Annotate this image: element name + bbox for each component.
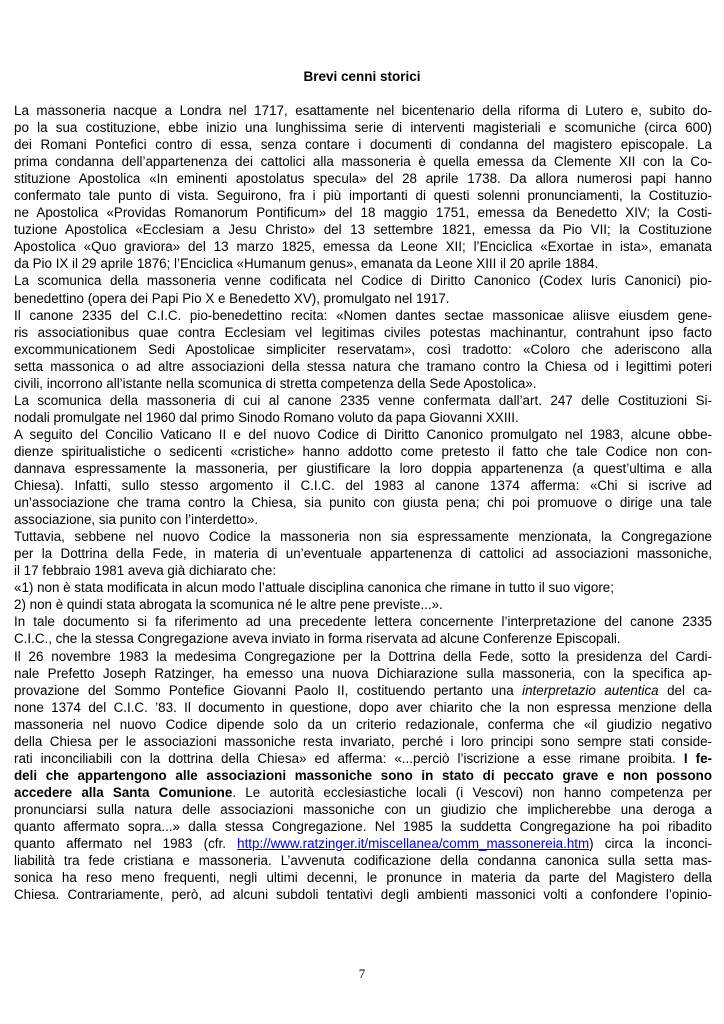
text-line [14, 596, 712, 613]
text-run: La scomunica della massoneria di cui al canone 2335 venne confermata dall’art. 247 delle Costituzioni Si- [14, 392, 712, 408]
text-run: setta massonica o ad altre associazioni della stessa natura che tramano contro la Chiesa od i legittimi poteri [14, 358, 712, 374]
text-run: La scomunica della massoneria venne codificata nel Codice di Diritto Canonico (Codex Iuris Canonici) pio- [14, 273, 712, 289]
text-run: La massoneria nacque a Londra nel 1717, esattamente nel bicentenario della riforma di Lutero e, subito do- [14, 103, 712, 118]
text-line [14, 716, 712, 733]
text-line [14, 272, 712, 289]
text-line [14, 648, 712, 665]
text-run: excommunicationem Sedi Apostolicae simpliciter reservatam», così tradotto: «Coloro che aderiscono alla [14, 341, 712, 357]
text-run: civili, incorrono all’istante nella scomunica di stretta competenza della Sede Apostolica». [14, 375, 537, 391]
text-run: 2) non è quindi stata abrogata la scomunica né le altre pene previste...». [14, 597, 443, 613]
text-run: associazione, sia punito con l’interdetto». [14, 512, 259, 528]
text-line [14, 392, 712, 409]
text-run: ) circa la inconci- [589, 836, 712, 852]
bold-text: I fe- [683, 750, 712, 766]
text-run: liabilità tra fede cristiana e massoneria. L’avvenuta codificazione della condanna canonica sulla setta mas- [14, 853, 712, 869]
text-line [14, 341, 712, 358]
bold-text: deli che appartengono alle associazioni massoniche sono in stato di peccato grave e non possono [14, 767, 712, 783]
text-run: In tale documento si fa riferimento ad una precedente lettera concernente l’interpretazione del canone 2335 [14, 614, 712, 630]
text-run: none 1374 del C.I.C. ’83. Il documento in questione, dopo aver chiarito che la non espressa menzione della [14, 699, 712, 715]
text-line [14, 187, 712, 204]
text-line [14, 767, 712, 784]
text-line [14, 784, 712, 801]
text-line [14, 221, 712, 238]
text-run: provazione del Sommo Pontefice Giovanni Paolo II, costituendo pertanto una [14, 682, 523, 698]
text-line [14, 630, 712, 647]
text-line [14, 290, 712, 307]
text-run: prima condanna dell’appartenenza dei cattolici alla massoneria è quella emessa da Clemente XII con la Co- [14, 154, 712, 170]
text-line [14, 204, 712, 221]
text-run: della Chiesa per le associazioni massoniche resta invariato, perché i loro principi sono sempre stati conside- [14, 733, 712, 749]
text-line [14, 801, 712, 818]
text-line [14, 545, 712, 562]
text-line [14, 102, 712, 119]
text-run: rati inconciliabili con la dottrina della Chiesa» ed afferma: «...perciò l’iscrizione a esse rimane proibita. [14, 750, 684, 766]
text-line [14, 852, 712, 869]
text-run: massoneria nel nuovo Codice dipende solo da un criterio redazionale, conferma che «il giudizio negativo [14, 716, 712, 732]
text-run: dienze spiritualistiche o sedicenti «cristiche» hanno addotto come pretesto il fatto che tale Codice non con- [14, 443, 712, 459]
text-run: il 17 febbraio 1981 aveva già dichiarato che: [14, 563, 277, 579]
text-line [14, 869, 712, 886]
text-run: da Pio IX il 29 aprile 1876; l’Enciclica «Humanum genus», emanata da Leone XIII il 20 aprile 1884. [14, 256, 599, 272]
text-run: nale Prefetto Joseph Ratzinger, ha emesso una nuova Dichiarazione sulla massoneria, con la specifica ap- [14, 665, 712, 681]
text-line [14, 699, 712, 716]
text-line [14, 460, 712, 477]
text-run: dei Romani Pontefici contro di essa, senza contare i documenti di condanna del magistero episcopale. La [14, 137, 712, 153]
text-run: confermato tale punto di vista. Seguirono, fra i più importanti di questi solenni pronunciamenti, la Costituzio- [14, 188, 712, 204]
text-run: ris associationibus quae contra Ecclesiam vel legitimas civiles potestas machinantur, contrahunt ipso facto [14, 324, 712, 340]
bold-text: accedere alla Santa Comunione [14, 784, 233, 800]
text-line [14, 307, 712, 324]
italic-text: interpretazio autentica [522, 682, 659, 698]
text-run: tuzione Apostolica «Ecclesiam a Jesu Christo» del 13 settembre 1821, emessa da Pio VII; la Costituzione [14, 222, 712, 238]
text-run: Apostolica «Quo graviora» del 13 marzo 1825, emessa da Leone XII; l’Enciclica «Exortae in ista», emanata [14, 239, 712, 255]
text-run: Chiesa). Infatti, sullo stesso argomento il C.I.C. del 1983 al canone 1374 afferma: «Chi si iscrive ad [14, 478, 712, 494]
text-run: stituzione Apostolica «In eminenti apostolatus specula» del 28 aprile 1738. Da allora numerosi papi hanno [14, 171, 712, 187]
text-run: quanto affermato nel 1983 (cfr. [14, 836, 238, 852]
text-run: pronunciarsi sulla natura delle associazioni massoniche con un giudizio che implicherebbe una deroga a [14, 801, 712, 817]
text-run: Il 26 novembre 1983 la medesima Congregazione per la Dottrina della Fede, sotto la presidenza del Cardi- [14, 648, 712, 664]
text-run: dannava espressamente la massoneria, per giustificare la loro doppia appartenenza (a quest’ultima e alla [14, 460, 712, 476]
text-line [14, 562, 712, 579]
text-run: A seguito del Concilio Vaticano II e del nuovo Codice di Diritto Canonico promulgato nel 1983, alcune obbe- [14, 426, 712, 442]
text-line [14, 528, 712, 545]
text-run: del ca- [658, 682, 712, 698]
text-line [14, 324, 712, 341]
text-run: Tuttavia, sebbene nel nuovo Codice la massoneria non sia espressamente menzionata, la Congregazione [14, 529, 712, 545]
text-run: nodali promulgate nel 1960 dal primo Sinodo Romano voluto da papa Giovanni XXIII. [14, 409, 519, 425]
text-line [14, 613, 712, 630]
text-line [14, 255, 712, 272]
text-run: ne Apostolica «Providas Romanorum Pontificum» del 18 maggio 1751, emessa da Benedetto XIV; la Costi- [14, 205, 712, 221]
text-line [14, 750, 712, 767]
text-line [14, 579, 712, 596]
text-run: benedettino (opera dei Papi Pio X e Benedetto XV), promulgato nel 1917. [14, 290, 450, 306]
text-line [14, 665, 712, 682]
reference-link[interactable]: http://www.ratzinger.it/miscellanea/comm_massonereia.htm [237, 836, 590, 852]
text-run: Chiesa. Contrariamente, però, ad alcuni subdoli tentativi degli ambienti massonici volti a confondere l’opinio- [14, 887, 712, 903]
text-line [14, 682, 712, 699]
text-run: po la sua costituzione, ebbe inizio una lunghissima serie di interventi magisteriali e scomuniche (circa 600) [14, 120, 712, 136]
text-run: Il canone 2335 del C.I.C. pio-benedettino recita: «Nomen dantes sectae massonicae aliisve eiusdem gene- [14, 307, 712, 323]
text-line [14, 494, 712, 511]
text-run: . Le autorità ecclesiastiche locali (i Vescovi) non hanno competenza per [232, 784, 712, 800]
text-run: sonica ha reso meno frequenti, negli ultimi decenni, le pronunce in materia da parte del Magistero della [14, 870, 712, 886]
text-line [14, 119, 712, 136]
body-text [14, 102, 712, 903]
text-line [14, 170, 712, 187]
text-line [14, 733, 712, 750]
text-line [14, 358, 712, 375]
text-line [14, 443, 712, 460]
text-run: quanto affermato sopra...» dalla stessa Congregazione. Nel 1985 la suddetta Congregazione ha poi ribadito [14, 818, 712, 834]
text-line [14, 886, 712, 903]
text-line [14, 409, 712, 426]
text-run: un’associazione che trama contro la Chiesa, sia punito con giusta pena; chi poi promuove o dirige una tale [14, 495, 712, 511]
text-run: C.I.C., che la stessa Congregazione aveva inviato in forma riservata ad alcune Conferenze Episcopali. [14, 631, 621, 647]
page-title: Brevi cenni storici [303, 69, 421, 84]
text-run: «1) non è stata modificata in alcun modo l’attuale disciplina canonica che rimane in tutto il suo vigore; [14, 580, 614, 596]
text-line [14, 477, 712, 494]
text-line [14, 238, 712, 255]
text-line [14, 426, 712, 443]
text-line [14, 818, 712, 835]
text-line [14, 835, 712, 852]
text-line [14, 511, 712, 528]
text-line [14, 136, 712, 153]
text-run: per la Dottrina della Fede, in materia di un’eventuale appartenenza di cattolici ad associazioni massoniche, [14, 546, 712, 562]
text-line [14, 153, 712, 170]
text-line [14, 375, 712, 392]
page-number: 7 [358, 966, 366, 981]
